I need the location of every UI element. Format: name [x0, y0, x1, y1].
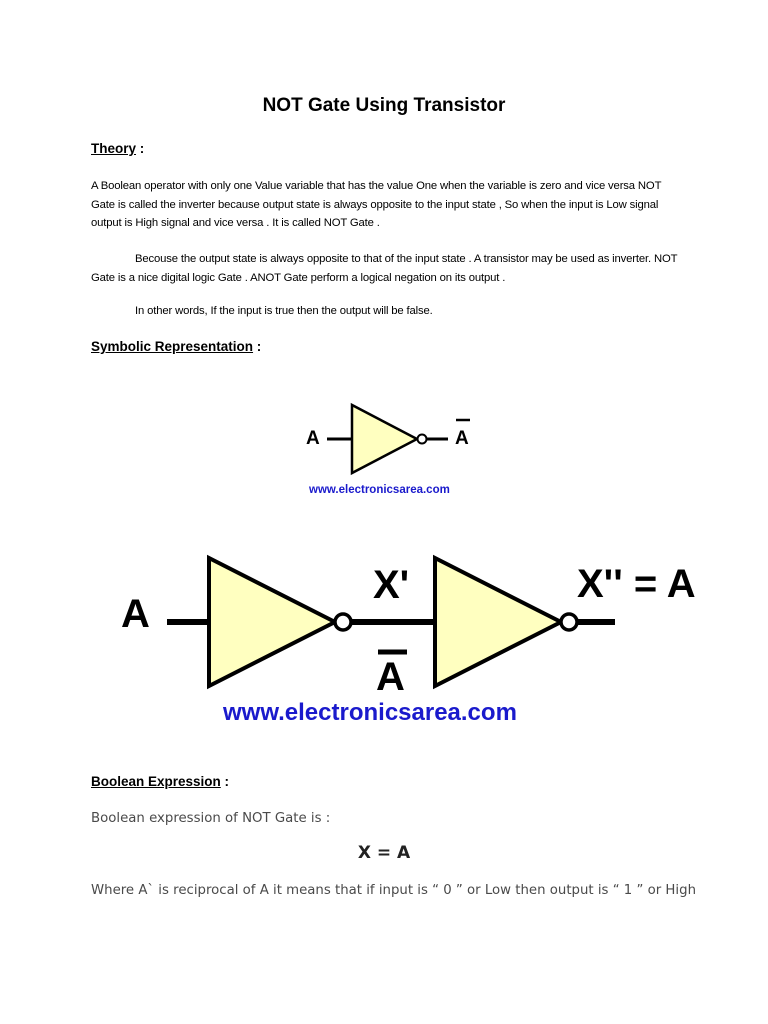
boolean-explanation: Where A` is reciprocal of A it means that if input is “ 0 ” or Low then output is “ 1 ” or High	[91, 883, 696, 898]
small-watermark: www.electronicsarea.com	[309, 484, 450, 496]
large-watermark: www.electronicsarea.com	[223, 699, 517, 726]
middle-top-label: X'	[373, 563, 410, 607]
boolean-heading-colon: :	[220, 774, 230, 789]
theory-heading-label: Theory	[91, 141, 137, 156]
double-not-gate-diagram	[115, 540, 705, 730]
boolean-intro: Boolean expression of NOT Gate is :	[91, 811, 331, 826]
small-input-label: A	[306, 428, 320, 449]
small-gate-triangle	[352, 405, 417, 473]
theory-heading	[91, 141, 144, 156]
page-title: NOT Gate Using Transistor	[262, 95, 506, 116]
theory-paragraph-1: A Boolean operator with only one Value variable that has the value One when the variable is zero and vice versa NOT Gate is called the inverter because output state is always opposite to the input state , So when the input is Low signal output is High signal and vice versa . It is called NOT Gate .	[91, 180, 662, 229]
small-inversion-bubble	[418, 435, 427, 444]
middle-bottom-label: A	[376, 655, 405, 699]
symbolic-heading-label: Symbolic Representation	[91, 339, 254, 354]
not-gate-diagram-small	[300, 398, 480, 498]
small-output-label: A	[455, 428, 469, 449]
theory-heading-colon: :	[136, 141, 145, 156]
large-output-label: X'' = A	[577, 562, 696, 606]
theory-paragraph-2: Becouse the output state is always opposite to that of the input state . A transistor may be used as inverter. NOT Gate is a nice digital logic Gate . ANOT Gate perform a logical negation on its output .	[91, 253, 678, 284]
gate-1-inversion-bubble	[335, 614, 351, 630]
boolean-heading	[91, 774, 229, 789]
gate-2-inversion-bubble	[561, 614, 577, 630]
symbolic-heading	[91, 339, 261, 354]
boolean-heading-label: Boolean Expression	[91, 774, 221, 789]
symbolic-heading-colon: :	[253, 339, 262, 354]
boolean-expression: X = A	[357, 843, 411, 863]
theory-paragraph-3: In other words, If the input is true then the output will be false.	[135, 305, 433, 317]
gate-1-triangle	[209, 558, 335, 686]
gate-2-triangle	[435, 558, 561, 686]
large-input-label: A	[121, 592, 150, 636]
